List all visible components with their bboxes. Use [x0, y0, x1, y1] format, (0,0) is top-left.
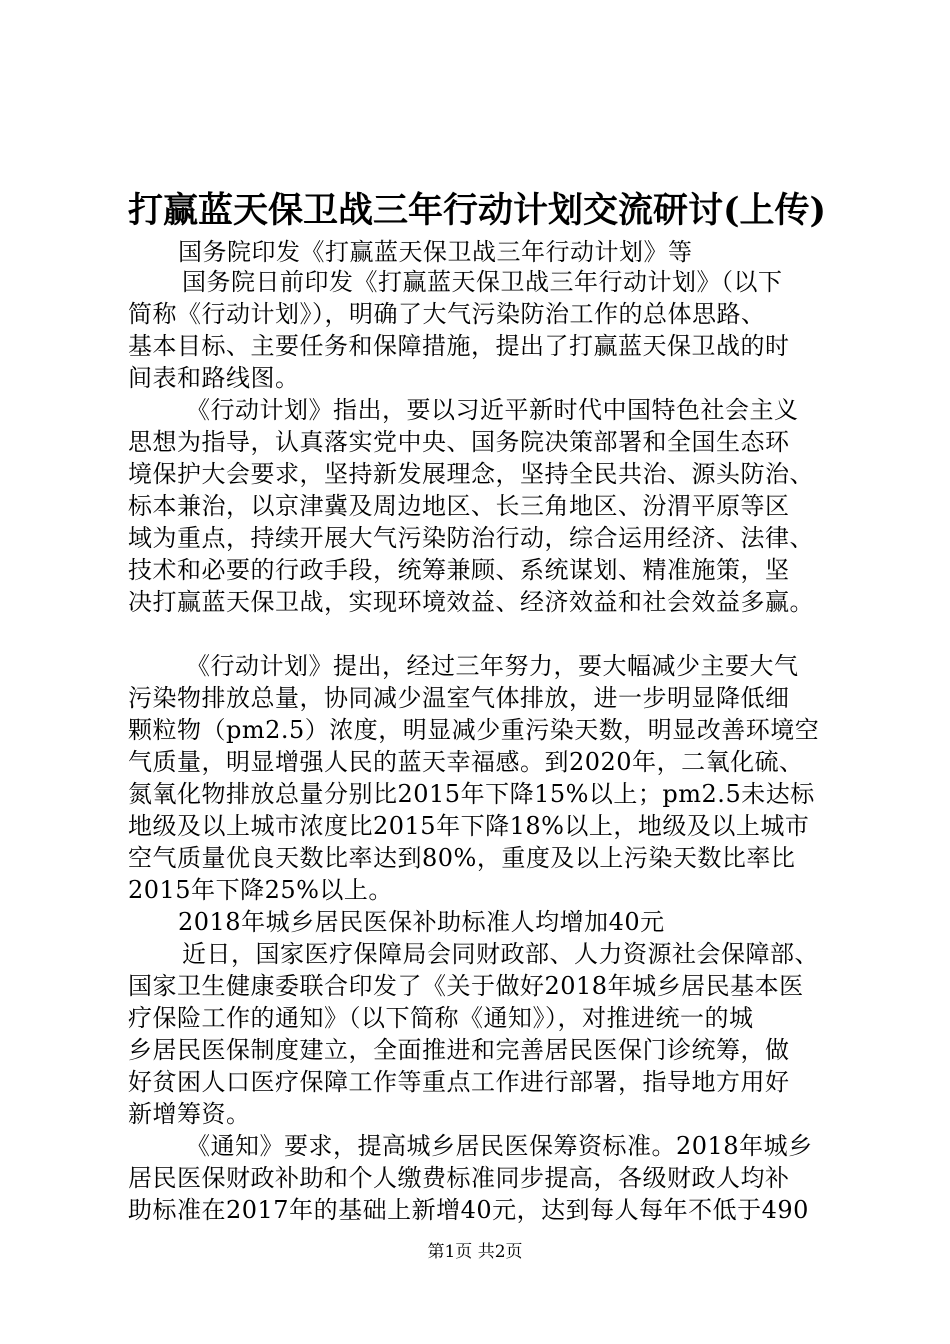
text-line: 新增筹资。 — [128, 1100, 251, 1128]
text-line: 决打赢蓝天保卫战，实现环境效益、经济效益和社会效益多赢。 — [128, 588, 814, 616]
text-line: 疗保险工作的通知》（以下简称《通知》），对推进统一的城 — [128, 1004, 754, 1032]
text-line: 近日，国家医疗保障局会同财政部、人力资源社会保障部、 — [182, 940, 819, 968]
text-line: 好贫困人口医疗保障工作等重点工作进行部署，指导地方用好 — [128, 1068, 790, 1096]
page-indicator: 第1页 共2页 — [427, 1242, 523, 1262]
text-line: 技术和必要的行政手段，统筹兼顾、系统谋划、精准施策，坚 — [128, 556, 790, 584]
text-line: 乡居民医保制度建立，全面推进和完善居民医保门诊统筹，做 — [128, 1036, 790, 1064]
text-line: 污染物排放总量，协同减少温室气体排放，进一步明显降低细 — [128, 684, 790, 712]
text-line: 简称《行动计划》），明确了大气污染防治工作的总体思路、 — [128, 300, 766, 328]
subheading-1: 国务院印发《打赢蓝天保卫战三年行动计划》等 — [178, 238, 693, 266]
text-line: 《行动计划》提出，经过三年努力，要大幅减少主要大气 — [186, 652, 799, 680]
text-line: 基本目标、主要任务和保障措施，提出了打赢蓝天保卫战的时 — [128, 332, 790, 360]
text-line: 气质量，明显增强人民的蓝天幸福感。到2020年，二氧化硫、 — [128, 748, 804, 776]
text-line: 域为重点，持续开展大气污染防治行动，综合运用经济、法律、 — [128, 524, 814, 552]
text-line: 思想为指导，认真落实党中央、国务院决策部署和全国生态环 — [128, 428, 790, 456]
text-line: 国务院日前印发《打赢蓝天保卫战三年行动计划》（以下 — [182, 268, 783, 296]
text-line: 国家卫生健康委联合印发了《关于做好2018年城乡居民基本医 — [128, 972, 804, 1000]
text-line: 《通知》要求，提高城乡居民医保筹资标准。2018年城乡 — [186, 1132, 813, 1160]
text-line: 标本兼治，以京津冀及周边地区、长三角地区、汾渭平原等区 — [128, 492, 790, 520]
text-line: 间表和路线图。 — [128, 364, 300, 392]
text-line: 空气质量优良天数比率达到80%，重度及以上污染天数比率比 — [128, 844, 796, 872]
subheading-2: 2018年城乡居民医保补助标准人均增加40元 — [178, 908, 665, 936]
text-line: 居民医保财政补助和个人缴费标准同步提高，各级财政人均补 — [128, 1164, 790, 1192]
text-line: 《行动计划》指出，要以习近平新时代中国特色社会主义 — [186, 396, 799, 424]
text-line: 地级及以上城市浓度比2015年下降18%以上，地级及以上城市 — [128, 812, 810, 840]
text-line: 颗粒物（pm2.5）浓度，明显减少重污染天数，明显改善环境空 — [128, 716, 820, 744]
text-line: 2015年下降25%以上。 — [128, 876, 393, 904]
text-line: 境保护大会要求，坚持新发展理念，坚持全民共治、源头防治、 — [128, 460, 814, 488]
text-line: 助标准在2017年的基础上新增40元，达到每人每年不低于490 — [128, 1196, 809, 1224]
text-line: 氮氧化物排放总量分别比2015年下降15%以上；pm2.5未达标 — [128, 780, 815, 808]
document-title: 打赢蓝天保卫战三年行动计划交流研讨(上传) — [128, 190, 827, 231]
